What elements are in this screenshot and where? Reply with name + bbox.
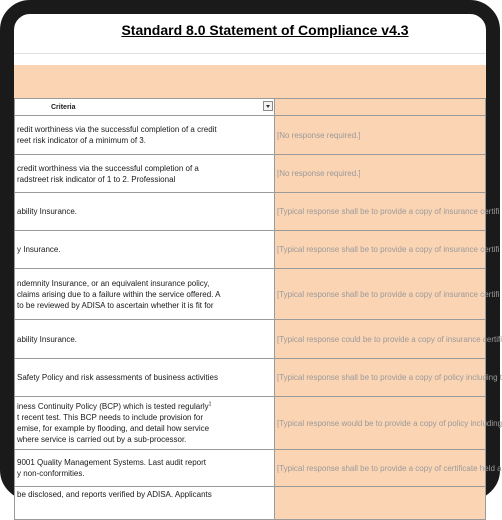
- criteria-text: iness Continuity Policy (BCP) which is tested regularly: [17, 402, 209, 411]
- response-cell[interactable]: [Typical response could be to provide a copy of insurance certifi: [275, 320, 486, 359]
- criteria-text: credit worthiness via the successful completion of a: [17, 163, 199, 173]
- criteria-text: radstreet risk indicator of 1 to 2. Professional: [17, 174, 176, 184]
- criteria-text: ability Insurance.: [17, 334, 78, 344]
- table-row: [15, 487, 486, 520]
- criteria-cell[interactable]: [15, 450, 275, 487]
- criteria-cell[interactable]: [15, 231, 275, 269]
- table-row: [15, 320, 486, 359]
- response-header-cell[interactable]: [275, 99, 486, 116]
- criteria-cell[interactable]: [15, 116, 275, 155]
- table-row: [15, 397, 486, 450]
- response-cell[interactable]: [275, 487, 486, 520]
- criteria-text: emise, for example by flooding, and detail how service: [17, 424, 210, 433]
- table-row: [15, 269, 486, 320]
- response-cell[interactable]: [Typical response shall be to provide a copy of insurance certifi: [275, 231, 486, 269]
- table-row: [15, 155, 486, 193]
- response-cell[interactable]: [No response required.]: [275, 116, 486, 155]
- table-header-row: [15, 99, 486, 116]
- table-row: [15, 450, 486, 487]
- page-title: Standard 8.0 Statement of Compliance v4.3: [121, 22, 409, 38]
- criteria-text: be disclosed, and reports verified by ADISA. Applicants: [17, 490, 212, 499]
- criteria-text: Safety Policy and risk assessments of business activities: [17, 373, 218, 382]
- criteria-header-cell[interactable]: [15, 99, 275, 116]
- criteria-text: 9001 Quality Management Systems. Last audit report: [17, 458, 206, 467]
- criteria-cell[interactable]: [15, 155, 275, 193]
- criteria-text: y Insurance.: [17, 245, 61, 254]
- criteria-cell[interactable]: [15, 397, 275, 450]
- criteria-text: where service is carried out by a sub-processor.: [17, 435, 187, 444]
- criteria-text: reet risk indicator of a minimum of 3.: [17, 136, 146, 145]
- response-cell[interactable]: [Typical response shall be to provide a copy of insurance certifi: [275, 269, 486, 320]
- criteria-text: ndemnity Insurance, or an equivalent insurance policy,: [17, 278, 210, 288]
- compliance-table: [14, 98, 502, 520]
- response-cell[interactable]: [Typical response shall be to provide a copy of policy including t: [275, 359, 486, 397]
- table-row: [15, 231, 486, 269]
- criteria-cell[interactable]: [15, 487, 275, 520]
- table-row: [15, 359, 486, 397]
- section-band: [14, 65, 486, 99]
- criteria-cell[interactable]: [15, 269, 275, 320]
- criteria-cell[interactable]: [15, 320, 275, 359]
- criteria-header-label: Criteria: [51, 103, 76, 111]
- footnote-marker: 1: [208, 401, 212, 408]
- criteria-cell[interactable]: [15, 193, 275, 231]
- criteria-text: y non-conformities.: [17, 469, 85, 478]
- response-cell[interactable]: [Typical response would be to provide a copy of policy including: [275, 397, 486, 450]
- spreadsheet-view: [14, 14, 502, 499]
- response-cell[interactable]: [Typical response shall be to provide a copy of insurance certifi: [275, 193, 486, 231]
- criteria-text: claims arising due to a failure within the service offered. A: [17, 289, 221, 299]
- table-row: [15, 193, 486, 231]
- response-cell[interactable]: [Typical response shall be to provide a copy of certificate held a: [275, 450, 486, 487]
- filter-dropdown-icon[interactable]: [263, 101, 273, 111]
- criteria-text: redit worthiness via the successful completion of a credit: [17, 125, 217, 134]
- criteria-text: ability Insurance.: [17, 207, 78, 216]
- criteria-text: t recent test. This BCP needs to include provision for: [17, 413, 204, 422]
- criteria-cell[interactable]: [15, 359, 275, 397]
- title-row: [14, 14, 486, 53]
- response-cell[interactable]: [No response required.]: [275, 155, 486, 193]
- criteria-text: to be reviewed by ADISA to ascertain whether it is fit for: [17, 300, 214, 310]
- table-row: [15, 116, 486, 155]
